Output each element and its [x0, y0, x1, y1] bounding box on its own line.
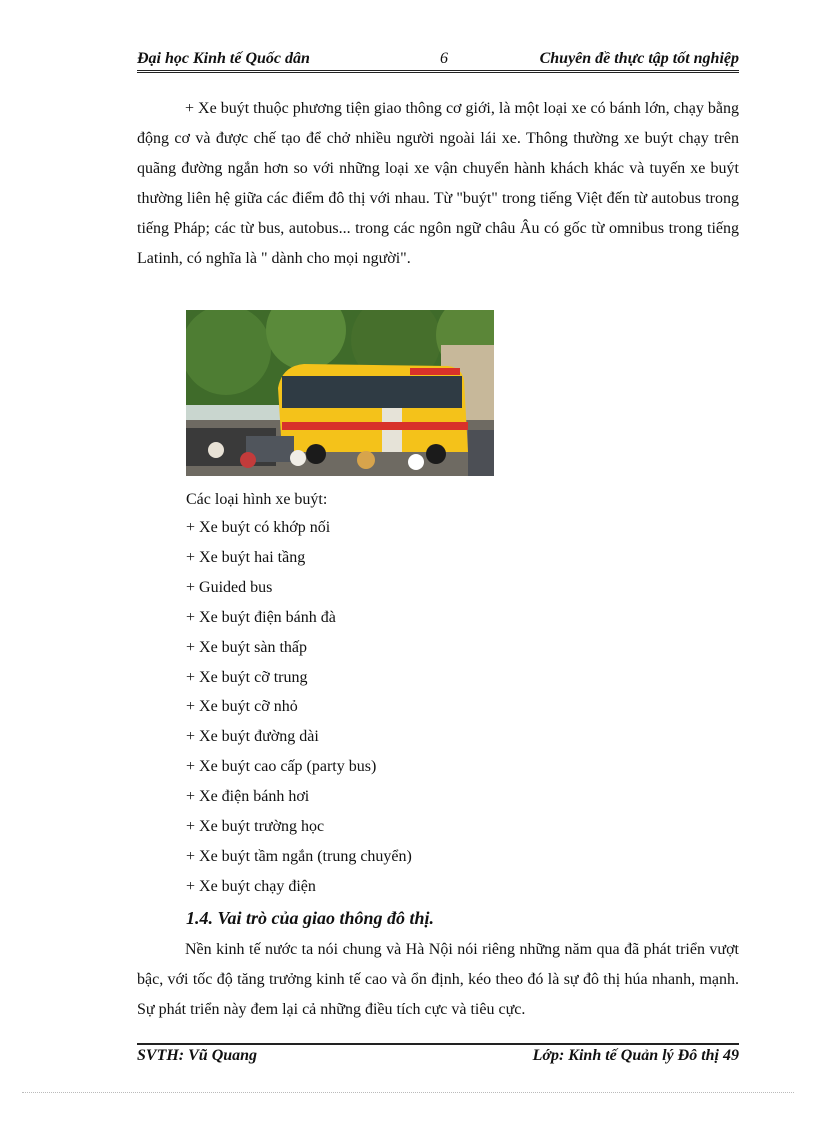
list-item: + Guided bus: [186, 578, 273, 596]
header-document-type: Chuyên đề thực tập tốt nghiệp: [539, 50, 739, 67]
bus-photo: [186, 310, 494, 476]
page-header: [137, 46, 739, 72]
list-item: + Xe buýt sàn thấp: [186, 638, 307, 656]
bus-types-caption: Các loại hình xe buýt:: [186, 491, 328, 508]
header-rule: [137, 70, 739, 73]
list-item: + Xe buýt cỡ trung: [186, 668, 308, 686]
page-edge-divider: [22, 1092, 794, 1093]
list-item: + Xe buýt cao cấp (party bus): [186, 758, 377, 776]
list-item: + Xe buýt điện bánh đà: [186, 608, 336, 626]
bus-types-list: [186, 513, 412, 902]
list-item: + Xe buýt đường dài: [186, 728, 319, 746]
intro-paragraph: + Xe buýt thuộc phương tiện giao thông cơ giới, là một loại xe có bánh lớn, chạy bằng động cơ và được chế tạo để chở nhiều người ngoài lái xe. Thông thường xe buýt chạy trên quãng đường ngắn hơn so với những loại xe vận chuyển hành khách khác và tuyến xe buýt thường liên hệ giữa các điểm đô thị với nhau. Từ "buýt" trong tiếng Việt đến từ autobus trong tiếng Pháp; các từ bus, autobus... trong các ngôn ngữ châu Âu có gốc từ omnibus trong tiếng Latinh, có nghĩa là " dành cho mọi người".: [137, 100, 739, 267]
list-item: + Xe điện bánh hơi: [186, 788, 310, 806]
page-footer: [137, 1045, 739, 1069]
list-item: + Xe buýt hai tầng: [186, 548, 306, 566]
bus-shape: [278, 364, 468, 464]
header-university: Đại học Kinh tế Quốc dân: [137, 50, 310, 67]
list-item: + Xe buýt có khớp nối: [186, 519, 331, 536]
header-page-number: 6: [440, 50, 448, 67]
footer-class: Lớp: Kinh tế Quản lý Đô thị 49: [532, 1047, 739, 1064]
list-item: + Xe buýt chạy điện: [186, 877, 316, 895]
list-item: + Xe buýt tầm ngắn (trung chuyển): [186, 847, 412, 865]
footer-student: SVTH: Vũ Quang: [137, 1047, 258, 1064]
list-item: + Xe buýt trường học: [186, 818, 325, 836]
section-heading: 1.4. Vai trò của giao thông đô thị.: [186, 908, 435, 928]
section-paragraph: Nền kinh tế nước ta nói chung và Hà Nội nói riêng những năm qua đã phát triển vượt bậc, với tốc độ tăng trưởng kinh tế cao và ổn định, kéo theo đó là sự đô thị húa nhanh, mạnh. Sự phát triển này đem lại cả những điều tích cực và tiêu cực.: [137, 941, 739, 1018]
list-item: + Xe buýt cỡ nhỏ: [186, 698, 298, 716]
